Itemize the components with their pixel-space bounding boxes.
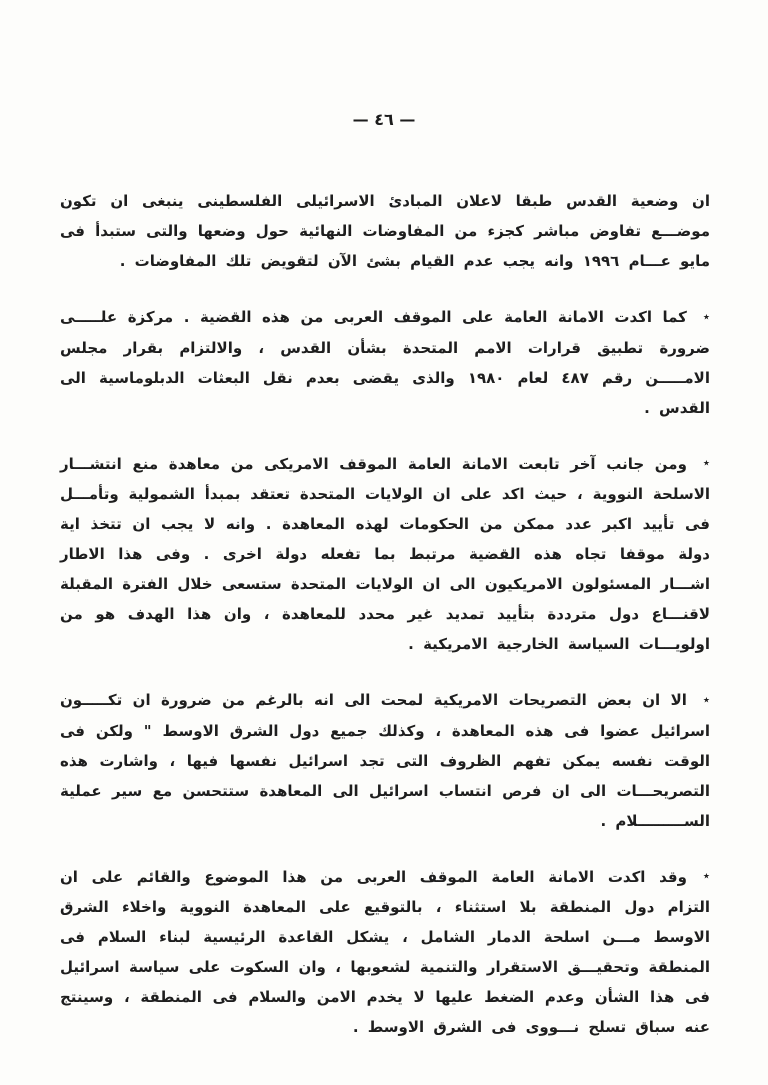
bullet-marker: ٭ [702,456,710,471]
paragraph [60,302,710,423]
paragraph-text: ان وضعية القدس طبقا لاعلان المبادئ الاسرائيلى الفلسطينى ينبغى ان تكون موضـــع تفاوض مباشر كجزء من المفاوضات النهائية حول وضعها والتى ستبدأ فى مايو عـــام ١٩٩٦ وانه يجب عدم القيام بشئ الآن لتقويض تلك المفاوضات . [60,192,710,270]
paragraph-text: وقد اكدت الامانة العامة الموقف العربى من هذا الموضوع والقائم على ان التزام دول المنطقة بلا استثناء ، بالتوقيع على المعاهدة النووية واخلاء الشرق الاوسط مـــن اسلحة الدمار الشامل ، يشكل القاعدة الرئيسية لبناء السلام فى المنطقة وتحقيـــق الاستقرار والتنمية لشعوبها ، وان السكوت على سياسة اسرائيل فى هذا الشأن وعدم الضغط عليها لا يخدم الامن والسلام فى المنطقة ، وسينتج عنه سباق تسلح نـــووى فى الشرق الاوسط . [60,867,710,1036]
paragraph-text: كما اكدت الامانة العامة على الموقف العربى من هذه القضية . مركزة علـــــى ضرورة تطبيق قرارات الامم المتحدة بشأن القدس ، والالتزام بقرار مجلس الامـــــن رقم ٤٨٧ لعام ١٩٨٠ والذى يقضى بعدم نقل البعثات الدبلوماسية الى القدس . [60,308,710,417]
paragraph-text: الا ان بعض التصريحات الامريكية لمحت الى انه بالرغم من ضرورة ان تكـــــون اسرائيل عضوا فى هذه المعاهدة ، وكذلك جميع دول الشرق الاوسط " ولكن فى الوقت نفسه يمكن تفهم الظروف التى تجد اسرائيل نفسها فيها ، واشارت هذه التصريحـــات الى ان فرص انتساب اسرائيل الى المعاهدة ستتحسن مع سير عملية الســـــــــلام . [60,691,710,830]
document-body [60,186,710,1042]
paragraph [60,862,710,1043]
bullet-marker: ٭ [702,692,710,708]
paragraph [60,449,710,660]
bullet-marker: ٭ [702,869,710,884]
paragraph-text: ومن جانب آخر تابعت الامانة العامة الموقف الامريكى من معاهدة منع انتشـــار الاسلحة النووية ، حيث اكد على ان الولايات المتحدة تعتقد بمبدأ الشمولية وتأمـــل فى تأييد اكبر عدد ممكن من الحكومات لهذه المعاهدة . وانه لا يجب ان تتخذ اية دولة موقفا تجاه هذه القضية مرتبط بما تفعله دولة اخرى . وفى هذا الاطار اشـــار المسئولون الامريكيون الى ان الولايات المتحدة ستسعى خلال الفترة المقبلة لاقنـــاع دول مترددة بتأييد تمديد غير محدد للمعاهدة ، وان هذا الهدف هو من اولويـــات السياسة الخارجية الامريكية . [60,454,710,653]
paragraph [60,186,710,276]
bullet-marker: ٭ [702,309,710,325]
page-number: — ٤٦ — [352,110,416,129]
paragraph [60,685,710,836]
